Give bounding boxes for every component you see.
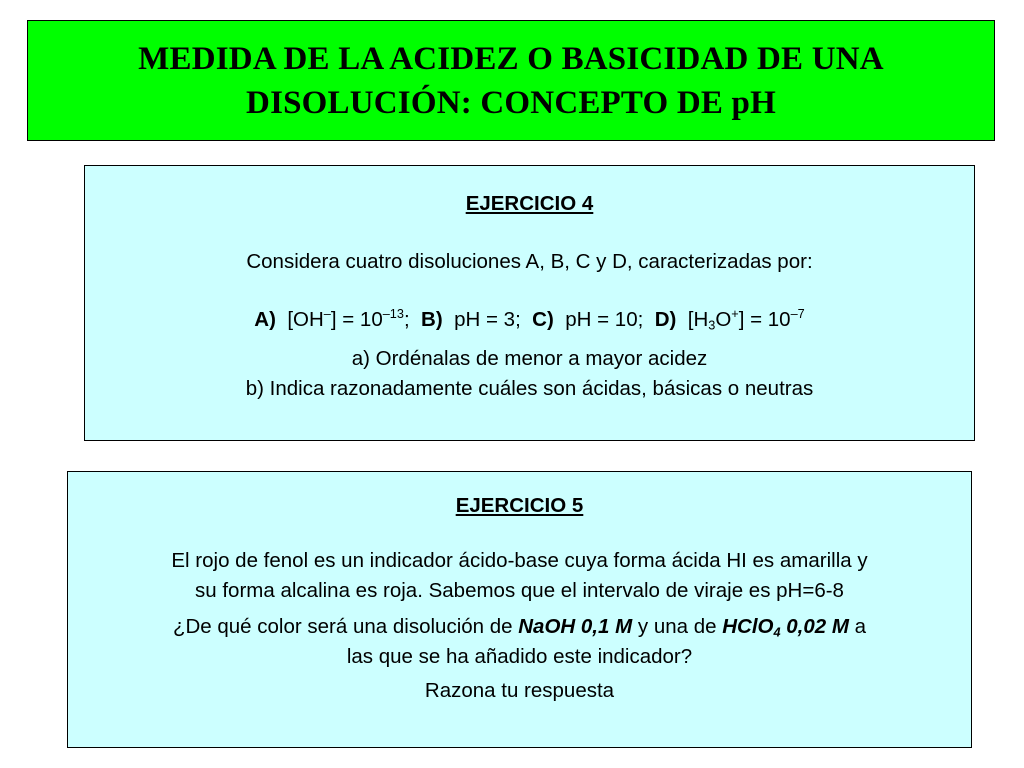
- condition-c-label: C): [532, 308, 554, 331]
- condition-d-label: D): [654, 308, 677, 331]
- condition-b-text: pH = 3;: [454, 308, 521, 331]
- exercise-4-question-b: b) Indica razonadamente cuáles son ácidas, básicas o neutras: [245, 377, 814, 400]
- hclo4-concentration: HClO$_4$ 0,02 M: [722, 615, 849, 640]
- title-line-1: MEDIDA DE LA ACIDEZ O BASICIDAD DE UNA: [138, 40, 884, 77]
- condition-c-text: pH = 10;: [565, 308, 644, 331]
- condition-a-label: A): [254, 308, 276, 331]
- condition-b-label: B): [421, 308, 443, 331]
- title-banner: [27, 20, 995, 141]
- exercise-4-conditions: [85, 305, 974, 335]
- exercise-5-paragraph-line-1: El rojo de fenol es un indicador ácido-base cuya forma ácida HI es amarilla y: [171, 549, 868, 572]
- exercise-5-question-line-1: ¿De qué color será una disolución de NaOH 0,1 M y una de HClO$_4$ 0,02 M a: [172, 615, 867, 640]
- condition-a-text: $[OH^-] = 10^{-13}$;: [287, 306, 410, 331]
- title-line-2: DISOLUCIÓN: CONCEPTO DE pH: [246, 84, 776, 121]
- exercise-5-closing: Razona tu respuesta: [424, 679, 615, 702]
- condition-d-text: $[H_3O^+] = 10^{-7}$: [687, 306, 805, 333]
- exercise-4-heading: EJERCICIO 4: [465, 192, 594, 215]
- exercise-4-intro: Considera cuatro disoluciones A, B, C y D, caracterizadas por:: [246, 250, 813, 273]
- exercise-4-box: [84, 165, 975, 441]
- exercise-5-box: [67, 471, 972, 748]
- exercise-5-heading: EJERCICIO 5: [455, 494, 584, 517]
- exercise-5-question-line-2: las que se ha añadido este indicador?: [346, 645, 693, 668]
- exercise-4-question-a: a) Ordénalas de menor a mayor acidez: [351, 347, 708, 370]
- naoh-concentration: NaOH 0,1 M: [518, 615, 633, 638]
- exercise-5-paragraph-line-2: su forma alcalina es roja. Sabemos que el intervalo de viraje es pH=6-8: [195, 579, 844, 602]
